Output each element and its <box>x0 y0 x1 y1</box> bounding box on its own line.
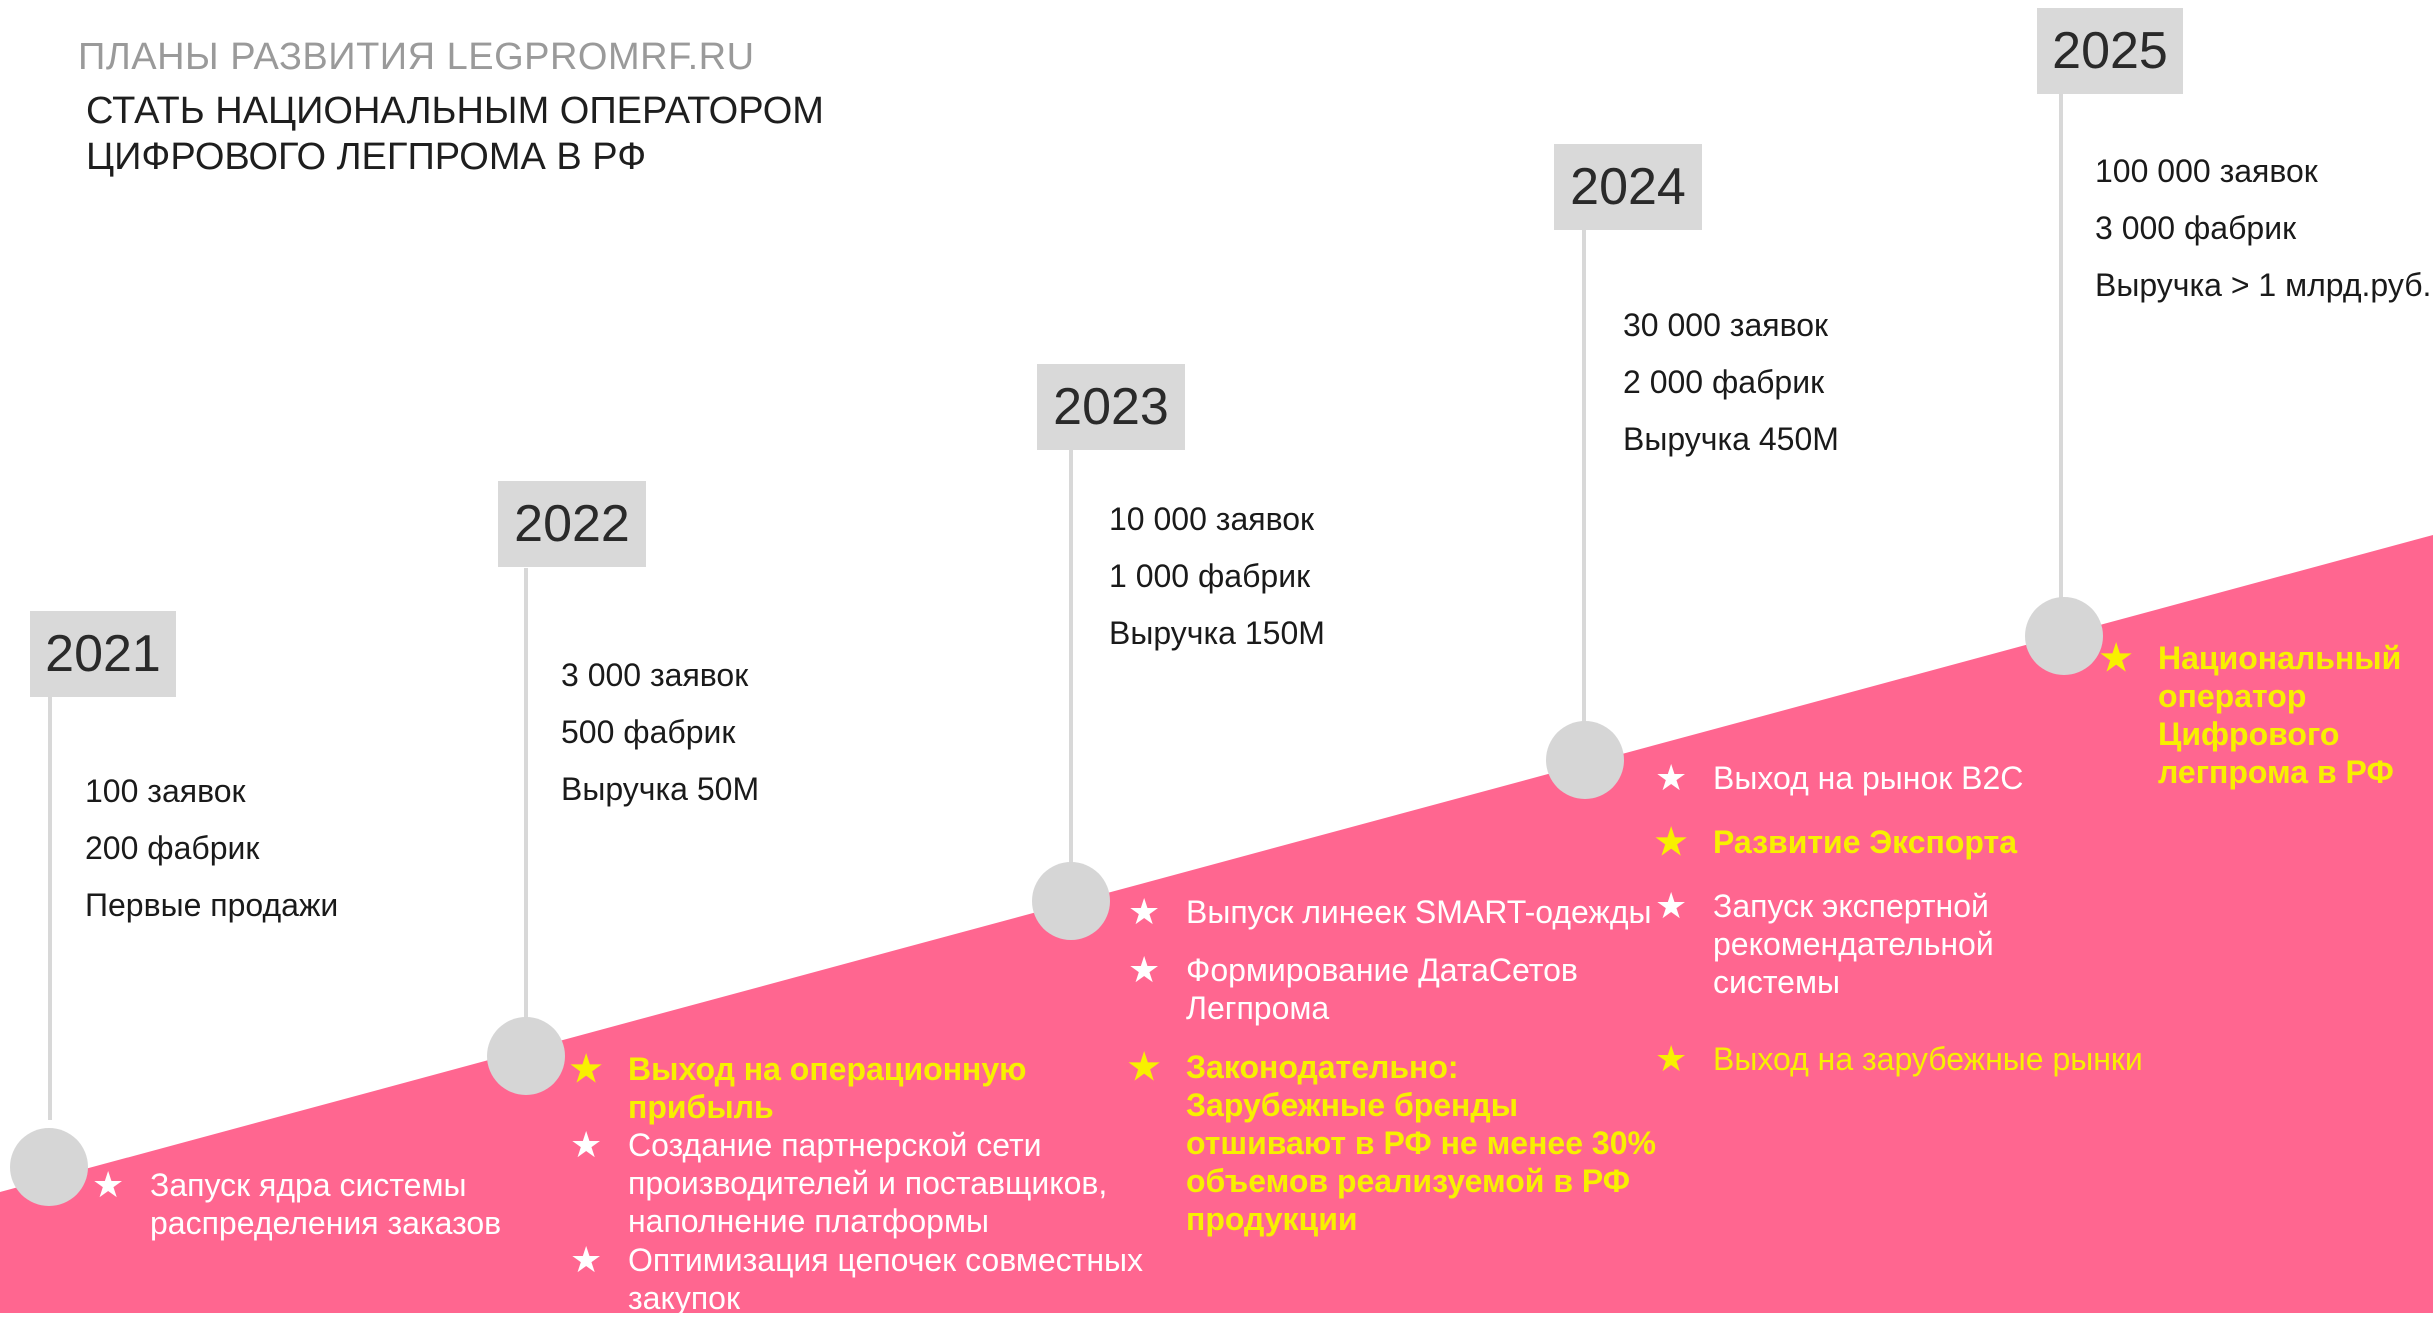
metric-requests: 100 000 заявок <box>2095 153 2318 189</box>
milestone-2022-year: 2022 <box>498 481 646 567</box>
star-icon: ★ <box>570 1124 603 1165</box>
milestone-2022-line <box>524 568 528 1018</box>
event-item <box>1655 757 2133 798</box>
metric-factories: 1 000 фабрик <box>1109 558 1311 594</box>
event-item <box>570 1124 1148 1240</box>
event-item-highlight <box>1655 821 2133 862</box>
event-text: Формирование ДатаСетов Легпрома <box>1186 952 1578 1026</box>
metric-requests: 30 000 заявок <box>1623 307 1828 343</box>
event-item <box>570 1239 1168 1317</box>
event-text: Выход на рынок B2C <box>1713 760 2024 796</box>
milestone-2023-metrics <box>1109 491 1325 662</box>
event-item-highlight <box>570 1048 1088 1126</box>
metric-factories: 200 фабрик <box>85 830 260 866</box>
milestone-2025-metrics <box>2095 143 2431 314</box>
event-text: Выход на зарубежные рынки <box>1713 1041 2143 1077</box>
event-item <box>1128 891 1706 932</box>
metric-requests: 100 заявок <box>85 773 246 809</box>
star-icon: ★ <box>1655 885 1688 926</box>
metric-revenue: Выручка 150М <box>1109 615 1325 651</box>
metric-factories: 500 фабрик <box>561 714 736 750</box>
milestone-2023-dot <box>1032 862 1110 940</box>
milestone-2021-dot <box>10 1128 88 1206</box>
star-icon: ★ <box>1655 1038 1688 1079</box>
star-icon: ★ <box>570 1048 603 1089</box>
event-text: Развитие Экспорта <box>1713 824 2018 860</box>
star-icon: ★ <box>1128 891 1161 932</box>
metric-revenue: Выручка 50М <box>561 771 760 807</box>
star-icon: ★ <box>1128 949 1161 990</box>
milestone-2022-dot <box>487 1017 565 1095</box>
event-text: Запуск ядра системы распределения заказов <box>150 1167 502 1241</box>
milestone-2024-metrics <box>1623 297 1839 468</box>
star-icon: ★ <box>92 1164 125 1205</box>
title-line-2: ЦИФРОВОГО ЛЕГПРОМА В РФ <box>86 136 647 178</box>
milestone-2024-year: 2024 <box>1554 144 1702 230</box>
star-icon: ★ <box>1655 757 1688 798</box>
star-icon: ★ <box>1128 1046 1161 1087</box>
milestone-2025-dot <box>2025 597 2103 675</box>
star-icon: ★ <box>1655 821 1688 862</box>
event-item <box>1128 949 1606 1027</box>
star-icon: ★ <box>570 1239 603 1280</box>
event-text: Выход на операционную прибыль <box>628 1051 1027 1125</box>
metric-revenue: Выручка > 1 млрд.руб. <box>2095 267 2432 303</box>
milestone-2025-year: 2025 <box>2037 8 2183 94</box>
milestone-2022-metrics <box>561 647 759 818</box>
milestone-2021-line <box>48 695 52 1120</box>
event-item <box>92 1164 550 1242</box>
event-text: Законодательно: Зарубежные бренды отшивают в РФ не менее 30% объемов реализуемой в РФ продукции <box>1186 1049 1656 1237</box>
milestone-2023-year: 2023 <box>1037 364 1185 450</box>
metric-requests: 10 000 заявок <box>1109 501 1314 537</box>
metric-factories: 3 000 фабрик <box>2095 210 2297 246</box>
milestone-2021-metrics <box>85 763 338 934</box>
event-item <box>1655 885 2053 1001</box>
event-text: Национальный оператор Цифрового легпрома в РФ <box>2158 640 2402 790</box>
event-text: Создание партнерской сети производителей и поставщиков, наполнение платформы <box>628 1127 1108 1239</box>
event-item-highlight <box>2100 637 2418 791</box>
event-text: Запуск экспертной рекомендательной системы <box>1713 888 1994 1000</box>
metric-revenue: Выручка 450М <box>1623 421 1839 457</box>
event-item-highlight <box>1128 1046 1656 1238</box>
star-icon: ★ <box>2100 637 2133 678</box>
metric-requests: 3 000 заявок <box>561 657 749 693</box>
milestone-2024-line <box>1582 228 1586 728</box>
milestone-2021-year: 2021 <box>30 611 176 697</box>
metric-revenue: Первые продажи <box>85 887 339 923</box>
event-text: Выпуск линеек SMART-одежды <box>1186 894 1652 930</box>
page-subtitle: ПЛАНЫ РАЗВИТИЯ LEGPROMRF.RU <box>78 36 755 78</box>
milestone-2024-dot <box>1546 721 1624 799</box>
milestone-2025-line <box>2059 92 2063 602</box>
milestone-2023-line <box>1069 448 1073 868</box>
event-text: Оптимизация цепочек совместных закупок <box>628 1242 1143 1316</box>
event-item-yellow <box>1655 1038 2193 1079</box>
metric-factories: 2 000 фабрик <box>1623 364 1825 400</box>
title-line-1: СТАТЬ НАЦИОНАЛЬНЫМ ОПЕРАТОРОМ <box>86 90 824 132</box>
page-title <box>86 88 824 180</box>
